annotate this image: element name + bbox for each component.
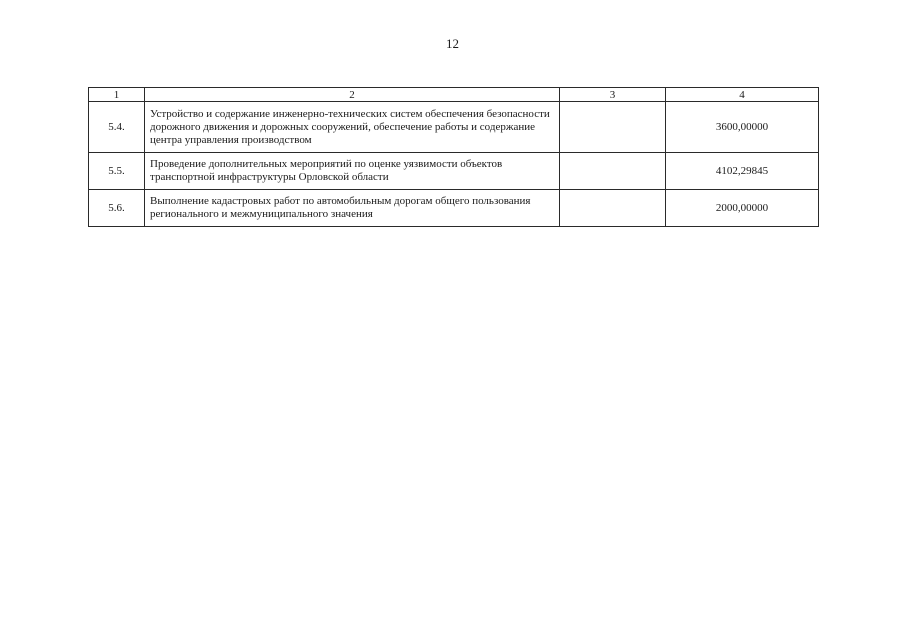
header-cell-4: 4 bbox=[666, 88, 819, 102]
header-cell-1: 1 bbox=[89, 88, 145, 102]
table-row bbox=[89, 102, 819, 153]
row-amount: 2000,00000 bbox=[666, 190, 819, 227]
row-amount: 3600,00000 bbox=[666, 102, 819, 153]
row-number: 5.5. bbox=[89, 153, 145, 190]
header-cell-2: 2 bbox=[145, 88, 560, 102]
row-number: 5.4. bbox=[89, 102, 145, 153]
row-col3 bbox=[560, 190, 666, 227]
header-cell-3: 3 bbox=[560, 88, 666, 102]
page-number: 12 bbox=[446, 36, 459, 51]
row-col3 bbox=[560, 102, 666, 153]
row-description: Проведение дополнительных мероприятий по оценке уязвимости объектов транспортной инфраструктуры Орловской области bbox=[145, 153, 560, 190]
row-description: Выполнение кадастровых работ по автомобильным дорогам общего пользования регионального и межмуниципального значения bbox=[145, 190, 560, 227]
row-col3 bbox=[560, 153, 666, 190]
row-description: Устройство и содержание инженерно-технических систем обеспечения безопасности дорожного движения и дорожных сооружений, обеспечение работы и содержание центра управления производством bbox=[145, 102, 560, 153]
table-row bbox=[89, 190, 819, 227]
row-amount: 4102,29845 bbox=[666, 153, 819, 190]
budget-table bbox=[88, 87, 819, 227]
table-header-row bbox=[89, 88, 819, 102]
row-number: 5.6. bbox=[89, 190, 145, 227]
table-row bbox=[89, 153, 819, 190]
